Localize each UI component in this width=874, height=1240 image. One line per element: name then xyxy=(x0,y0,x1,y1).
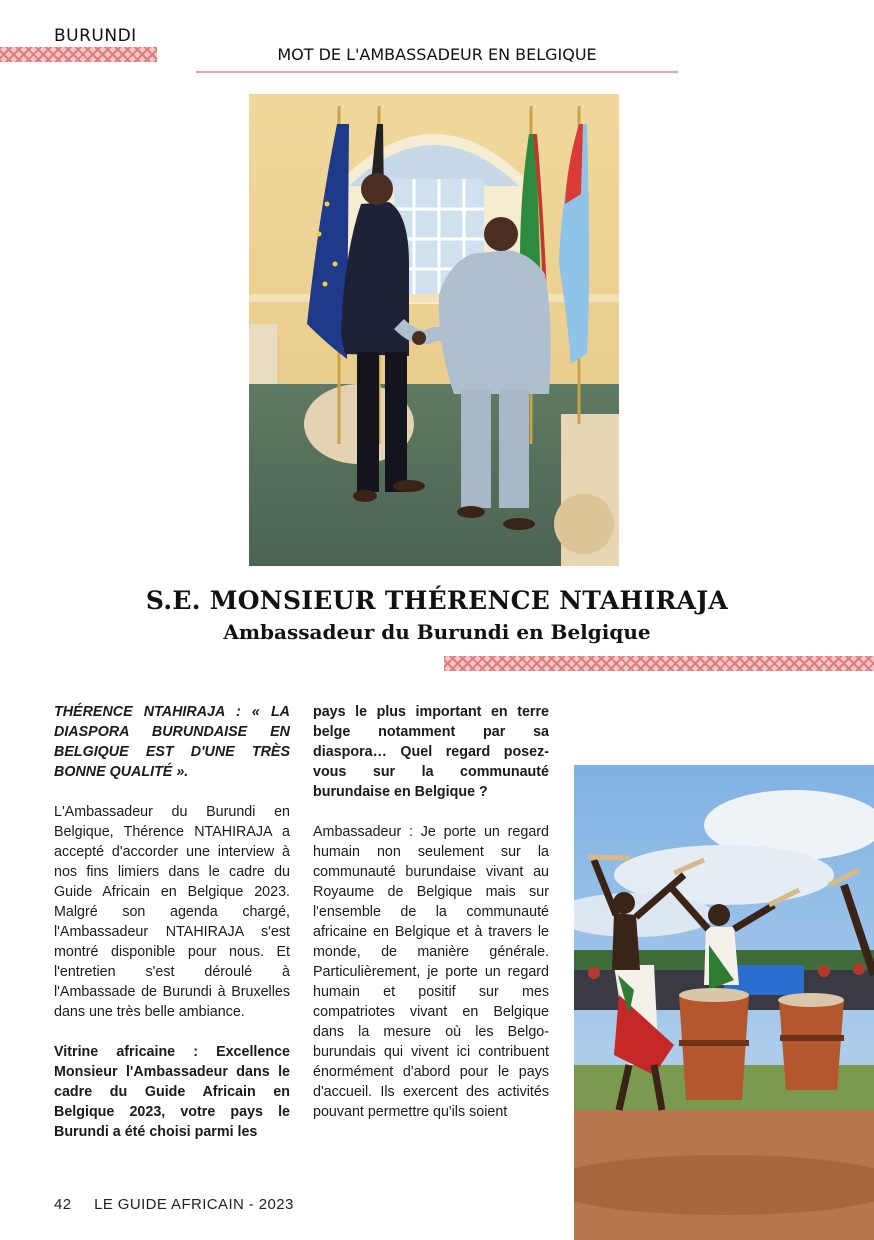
article-intro: L'Ambassadeur du Burundi en Belgique, Thérence NTAHIRAJA a accepté d'accorder une interview à nos fins limiers dans le cadre du Guide Africain en Belgique 2023. Malgré son agenda chargé, l'Ambassadeur NTAHIRAJA s'est montré disponible pour nous. Et l'entretien s'est déroulé à l'Ambassade de Burundi à Bruxelles dans une très belle ambiance. xyxy=(54,804,290,1020)
interview-answer: Ambassadeur : Je porte un regard humain non seulement sur la communauté burundaise vivant au Royaume de Belgique mais sur l'ensemble de la communauté africaine en Belgique et à travers le monde, de manière générale. Particulièrement, je porte un regard humain et positif sur mes compatriotes vivant en Belgique dans la mesure où les Belgo-burundais qui vivent ici contribuent énormément d'abord pour le pays d'accueil. Ils exercent des activités pouvant permettre qu'ils soient xyxy=(313,824,549,1120)
header-divider xyxy=(196,71,678,73)
article-lead: THÉRENCE NTAHIRAJA : « LA DIASPORA BURUNDAISE EN BELGIQUE EST D'UNE TRÈS BONNE QUALITÉ ». xyxy=(54,704,290,780)
page-number: 42 xyxy=(54,1196,72,1213)
page-footer xyxy=(54,1196,312,1213)
ambassador-handshake-photo xyxy=(249,94,619,566)
headline-title: S.E. MONSIEUR THÉRENCE NTAHIRAJA xyxy=(145,586,729,615)
article-column-1 xyxy=(54,702,290,1142)
article-column-2 xyxy=(313,702,549,1122)
interview-question-end: pays le plus important en terre belge notamment par sa diaspora… Quel regard posez-vous sur la communauté burundaise en Belgique ? xyxy=(313,704,549,800)
page-header-title: MOT DE L'AMBASSADEUR EN BELGIQUE xyxy=(277,45,597,64)
section-tag: BURUNDI xyxy=(54,26,137,46)
headline-subtitle: Ambassadeur du Burundi en Belgique xyxy=(223,620,651,644)
publication-name: LE GUIDE AFRICAIN - 2023 xyxy=(94,1196,294,1213)
header-zigzag-band xyxy=(0,47,157,62)
burundi-drummers-photo xyxy=(574,765,874,1240)
title-zigzag-band xyxy=(444,656,874,671)
interview-question-start: Vitrine africaine : Excellence Monsieur l'Ambassadeur dans le cadre du Guide Africain en Belgique 2023, votre pays le Burundi a été choisi parmi les xyxy=(54,1044,290,1140)
